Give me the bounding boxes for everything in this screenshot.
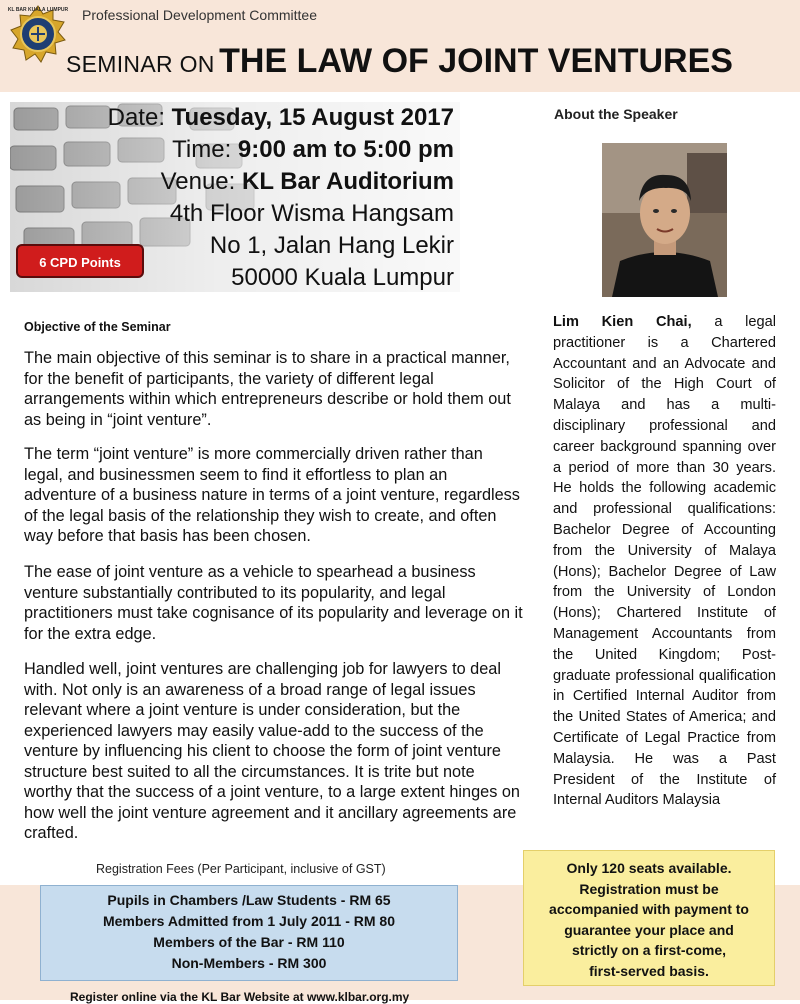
notice-line-2: Registration must be [579, 880, 719, 897]
venue-line [108, 166, 454, 198]
seminar-title [66, 42, 733, 81]
notice-line-4: guarantee your place and [564, 921, 734, 938]
logo-text-top: KL BAR KUALA LUMPUR [8, 7, 68, 13]
title-main: THE LAW OF JOINT VENTURES [219, 42, 733, 80]
registration-fees-box [40, 885, 458, 981]
objective-paragraph-4: Handled well, joint ventures are challenging job for lawyers to deal with. Not only is an awareness of a broad range of legal issues relevant where a joint venture is under consideration, but the experienced lawyers may easily value-add to the success of the venture by influencing his client to choose the form of joint venture structure best suited to all the circumstances. It is trite but note worthy that the success of a joint venture, to a large extent hinges on how well the joint venture agreement and it ancillary agreements are crafted. [24, 660, 520, 842]
time-label: Time: [172, 136, 232, 163]
notice-line-3: accompanied with payment to [549, 901, 749, 917]
objective-paragraph-3: The ease of joint venture as a vehicle to spearhead a business venture substantially contributed to its popularity, and legal practitioners must take cognisance of its popularity and leverage on it for the extra edge. [24, 563, 523, 643]
date-line [108, 102, 454, 134]
notice-line-6: first-served basis. [589, 962, 709, 979]
speaker-bio [553, 312, 776, 811]
kl-bar-logo [8, 2, 68, 68]
objective-paragraph-2: The term “joint venture” is more commercially driven rather than legal, and businessmen seem to find it effortless to plan an adventure of a business nature in terms of a joint venture, regardless of the legal basis of the relationship they wish to create, and often way before that basis has been chosen. [24, 445, 520, 545]
cpd-points-badge: 6 CPD Points [16, 244, 144, 278]
fee-members-2011: Members Admitted from 1 July 2011 - RM 80 [102, 913, 396, 929]
objective-paragraph-1: The main objective of this seminar is to share in a practical manner, for the benefit of participants, the variety of different legal arrangements within which entrepreneurs describe or hold them out as being in “joint venture”. [24, 349, 511, 429]
title-prefix: SEMINAR ON [66, 51, 215, 77]
notice-line-1: Only 120 seats available. [566, 860, 732, 876]
fee-non-members: Non-Members - RM 300 [171, 955, 327, 971]
seats-notice-box [523, 850, 775, 986]
about-speaker-heading: About the Speaker [554, 106, 678, 122]
address-line-1: 4th Floor Wisma Hangsam [169, 200, 454, 227]
objective-heading: Objective of the Seminar [24, 320, 171, 334]
time-line [108, 134, 454, 166]
speaker-bio-text: a legal practitioner is a Chartered Accountant and an Advocate and Solicitor of the High Court of Malaya and has a multi-disciplinary professional and career background spanning over a period of more than 30 years. He holds the following academic and professional qualifications: Bachelor Degree of Accounting from the University of Malaya (Hons); Bachelor Degree of Law from the University of London (Hons); Chartered Institute of Management Accountants from the United Kingdom; Post-graduate professional qualification in Certified Internal Auditor from the United States of America; and Certificate of Legal Practice from Malaysia. He was a Past President of the Institute of Internal Auditors Malaysia [553, 314, 776, 809]
date-label: Date: [107, 104, 165, 131]
speaker-photo [602, 143, 727, 297]
date-value: Tuesday, 15 August 2017 [171, 104, 454, 131]
venue-value: KL Bar Auditorium [241, 168, 454, 195]
speaker-name: Lim Kien Chai, [553, 314, 692, 330]
registration-fees-heading: Registration Fees (Per Participant, inclusive of GST) [96, 862, 386, 876]
fee-pupils: Pupils in Chambers /Law Students - RM 65 [107, 892, 391, 908]
notice-line-5: strictly on a first-come, [571, 942, 727, 958]
address-line-3: 50000 Kuala Lumpur [231, 264, 454, 291]
register-online-link[interactable]: Register online via the KL Bar Website at www.klbar.org.my [70, 990, 410, 1004]
time-value: 9:00 am to 5:00 pm [237, 136, 454, 163]
address-line-2: No 1, Jalan Hang Lekir [209, 232, 454, 259]
venue-label: Venue: [160, 168, 236, 195]
committee-name: Professional Development Committee [82, 7, 317, 23]
event-details-text [108, 102, 454, 292]
fee-members-bar: Members of the Bar - RM 110 [153, 934, 345, 950]
